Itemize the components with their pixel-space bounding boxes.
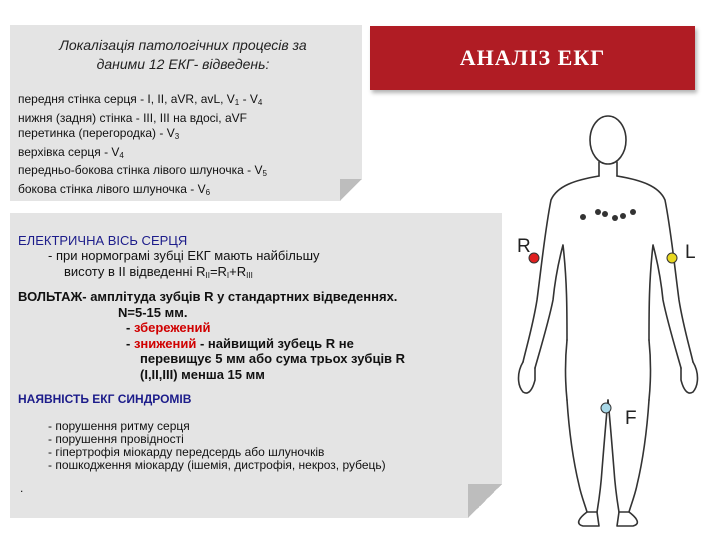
subscript: 1: [234, 98, 240, 107]
localization-title-line1: Локалізація патологічних процесів за: [59, 37, 307, 53]
voltage-heading: ВОЛЬТАЖ- амплітуда зубців R у стандартних відведеннях.: [18, 289, 398, 304]
axis-section-title: ЕЛЕКТРИЧНА ВІСЬ СЕРЦЯ: [18, 233, 188, 248]
list-item: - пошкодження міокарду (ішемія, дистрофія, некроз, рубець): [48, 458, 386, 472]
syndromes-title: НАЯВНІСТЬ ЕКГ СИНДРОМІВ: [18, 392, 192, 406]
page-fold-corner: [340, 179, 362, 201]
bullet-dot: .: [20, 481, 24, 495]
axis-text: висоту в II відведенні R: [64, 264, 206, 279]
list-item: [18, 182, 267, 201]
left-arm-electrode: [667, 253, 677, 263]
row-text: передньо-бокова стінка лівого шлуночка - V: [18, 163, 263, 177]
subscript: 4: [119, 150, 124, 160]
list-item: [18, 92, 267, 111]
dash: -: [126, 320, 134, 335]
subscript: I: [226, 271, 230, 280]
localization-title-line2: даними 12 ЕКГ- відведень:: [96, 56, 270, 72]
page-fold-corner: [468, 484, 502, 518]
body-outline-icon: [505, 100, 715, 530]
reduced-text: - найвищий зубець R не: [196, 336, 354, 351]
list-item: [18, 163, 267, 182]
dash: -: [126, 336, 134, 351]
subscript: 5: [262, 169, 267, 178]
row-text: L, V: [213, 92, 235, 106]
list-item: [18, 145, 267, 164]
lead-label-l: L: [685, 242, 696, 263]
axis-text-line: [64, 264, 253, 280]
subscript: 6: [205, 187, 211, 197]
reduced-label: знижений: [133, 336, 197, 351]
page-title-banner: [370, 26, 695, 90]
subscript: 3: [174, 132, 180, 141]
axis-text: =R: [209, 264, 227, 279]
list-item: [18, 126, 267, 145]
voltage-preserved: [126, 320, 210, 335]
list-item: нижня (задня) стінка - III, III на вдосі, aVF: [18, 110, 247, 125]
axis-text: +R: [229, 264, 247, 279]
row-text: перетинка (перегородка) - V: [18, 126, 175, 140]
row-text: верхівка серця - V: [18, 144, 120, 159]
lead-label-f: F: [625, 408, 637, 429]
axis-text-line: - при нормограмі зубці ЕКГ мають найбільшу: [48, 248, 320, 263]
list-item: - порушення провідності: [48, 432, 184, 446]
subscript: III: [246, 271, 253, 280]
list-item: - гіпертрофія міокарду передсердь або шлуночків: [48, 445, 325, 459]
row-text: - V: [239, 92, 258, 106]
voltage-reduced-cont: перевищує 5 мм або сума трьох зубців R: [140, 351, 406, 366]
voltage-reduced: [126, 336, 354, 351]
localization-title: [22, 36, 344, 74]
subscript: 4: [257, 98, 263, 107]
voltage-reduced-cont: (I,II,III) менша 15 мм: [140, 367, 265, 382]
body-figure: [505, 100, 715, 535]
row-text: бокова стінка лівого шлуночка - V: [18, 181, 206, 196]
subscript: II: [205, 271, 210, 280]
preserved-label: збережений: [133, 320, 211, 335]
list-item: - порушення ритму серця: [48, 419, 190, 433]
lead-label-r: R: [517, 236, 531, 257]
localization-list: [18, 92, 267, 200]
page-title: АНАЛІЗ ЕКГ: [459, 45, 606, 70]
row-text: передня стінка серця - I, II, aVR, av: [18, 92, 214, 106]
voltage-norm: N=5-15 мм.: [118, 305, 188, 320]
left-leg-electrode: [601, 403, 611, 413]
